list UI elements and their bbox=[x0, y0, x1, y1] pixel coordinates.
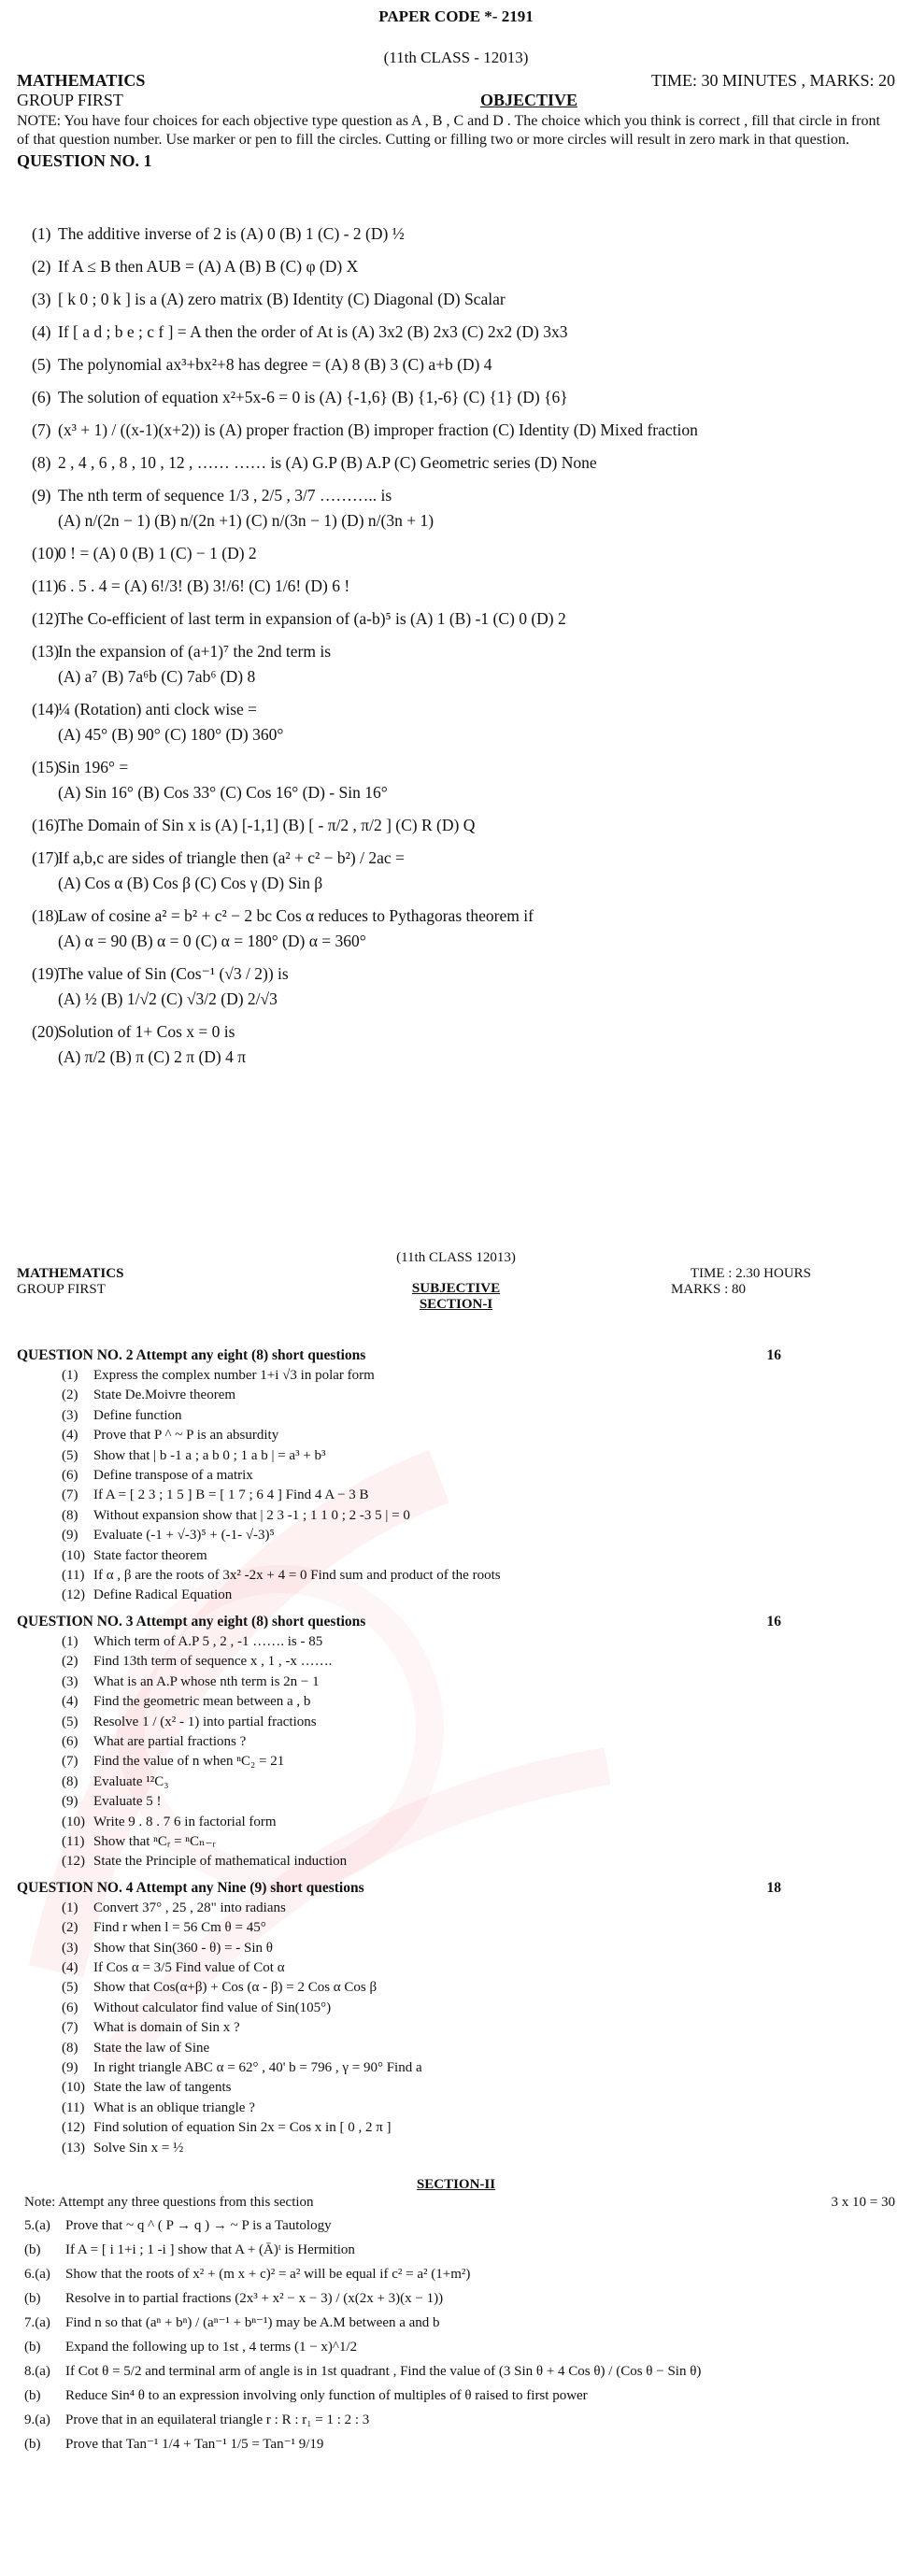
subjective-time: TIME : 2.30 HOURS bbox=[690, 1266, 811, 1281]
question-text: Show that the roots of x² + (m x + c)² = a² will be equal if c² = a² (1+m²) bbox=[65, 2267, 471, 2283]
short-question-item bbox=[0, 2079, 912, 2096]
objective-note: NOTE: You have four choices for each objective type question as A , B , C and D . The choice which you think is correct , fill that circle in front of that question number. Use marker or pen to fill the circles. Cutting or filling two or more circles will result in zero mark in that question. bbox=[17, 113, 880, 148]
question-number: (8) bbox=[32, 453, 51, 472]
short-question-item bbox=[0, 1940, 912, 1957]
question-4-heading bbox=[0, 1880, 912, 1897]
question-text: Show that Cos(α+β) + Cos (α - β) = 2 Cos α Cos β bbox=[93, 1980, 378, 1996]
class-line: (11th CLASS - 12013) bbox=[383, 49, 529, 66]
question-number: 5.(a) bbox=[24, 2218, 50, 2234]
short-question-item bbox=[0, 2059, 912, 2076]
short-question-item bbox=[0, 1487, 912, 1503]
objective-item bbox=[0, 257, 912, 277]
question-number: (5) bbox=[62, 1714, 78, 1729]
question-number: (6) bbox=[62, 1733, 78, 1749]
question-text: Prove that in an equilateral triangle r : R : r₁ = 1 : 2 : 3 bbox=[65, 2412, 370, 2428]
question-text: Find r when l = 56 Cm θ = 45° bbox=[93, 1920, 266, 1936]
short-question-item bbox=[0, 1693, 912, 1710]
subject-title: MATHEMATICS bbox=[17, 71, 146, 90]
question-text: Express the complex number 1+i √3 in polar form bbox=[93, 1368, 375, 1383]
question-number: (10) bbox=[62, 1814, 85, 1829]
question-number: (7) bbox=[62, 1487, 78, 1503]
short-question-item bbox=[0, 2019, 912, 2036]
long-question-item bbox=[0, 2338, 912, 2356]
question-number: (1) bbox=[62, 1900, 78, 1915]
question-number: (13) bbox=[62, 2140, 85, 2156]
question-text: 6 . 5 . 4 = (A) 6!/3! (B) 3!/6! (C) 1/6! (D) 6 ! bbox=[58, 576, 350, 595]
subjective-class-line: (11th CLASS 12013) bbox=[396, 1250, 516, 1265]
question-number: (3) bbox=[62, 1407, 78, 1423]
question-number: (9) bbox=[32, 486, 51, 505]
question-text: In right triangle ABC α = 62° , 40' b = 796 , γ = 90° Find a bbox=[93, 2060, 422, 2075]
spacer bbox=[0, 1871, 912, 1878]
question-number: (1) bbox=[62, 1368, 78, 1383]
question-text: The nth term of sequence 1/3 , 2/5 , 3/7 ……….. is bbox=[58, 486, 392, 505]
question-text: Sin 196° = bbox=[58, 758, 129, 776]
question-text: Prove that P ^ ~ P is an absurdity bbox=[93, 1428, 279, 1444]
question-number: (2) bbox=[62, 1920, 78, 1936]
question-1-heading: QUESTION NO. 1 bbox=[17, 151, 152, 170]
question-text: State factor theorem bbox=[93, 1547, 207, 1563]
question-text: (A) a⁷ (B) 7a⁶b (C) 7ab⁶ (D) 8 bbox=[58, 667, 256, 686]
question-number: (b) bbox=[24, 2340, 41, 2355]
short-question-item bbox=[0, 1407, 912, 1424]
question-number: (b) bbox=[24, 2291, 41, 2307]
question-text: State De.Moivre theorem bbox=[93, 1388, 236, 1403]
short-question-item bbox=[0, 1673, 912, 1690]
question-number: (1) bbox=[32, 224, 51, 243]
subjective-marks: MARKS : 80 bbox=[670, 1282, 746, 1297]
objective-item bbox=[0, 906, 912, 926]
question-number: (2) bbox=[32, 257, 51, 276]
question-text: Find solution of equation Sin 2x = Cos x in [ 0 , 2 π ] bbox=[93, 2120, 392, 2136]
question-number: (10) bbox=[62, 2080, 85, 2096]
question-text: State the law of Sine bbox=[93, 2040, 210, 2056]
question-text: If [ a d ; b e ; c f ] = A then the order of At is (A) 3x2 (B) 2x3 (C) 2x2 (D) 3x3 bbox=[58, 322, 568, 341]
question-text: Solution of 1+ Cos x = 0 is bbox=[58, 1022, 235, 1041]
objective-item bbox=[0, 964, 912, 984]
objective-item bbox=[0, 1022, 912, 1042]
question-text: The additive inverse of 2 is (A) 0 (B) 1 (C) - 2 (D) ½ bbox=[58, 224, 405, 243]
question-number bbox=[0, 783, 58, 803]
question-text: Find n so that (aⁿ + bⁿ) / (aⁿ⁻¹ + bⁿ⁻¹) may be A.M between a and b bbox=[65, 2315, 440, 2331]
question-text: Show that Sin(360 - θ) = - Sin θ bbox=[93, 1940, 273, 1956]
question-number: (b) bbox=[24, 2388, 41, 2404]
question-text: (A) α = 90 (B) α = 0 (C) α = 180° (D) α = 360° bbox=[58, 932, 366, 950]
objective-item bbox=[0, 609, 912, 629]
question-text: Resolve 1 / (x² - 1) into partial fractions bbox=[93, 1714, 317, 1729]
question-number: (11) bbox=[62, 1833, 85, 1849]
question-number: (14) bbox=[32, 700, 60, 719]
time-marks: TIME: 30 MINUTES , MARKS: 20 bbox=[650, 71, 895, 90]
question-text: What is an oblique triangle ? bbox=[93, 2099, 255, 2115]
question-number bbox=[0, 511, 58, 531]
question-number: (8) bbox=[62, 2040, 78, 2056]
subjective-group: GROUP FIRST bbox=[17, 1282, 106, 1297]
question-number: (3) bbox=[62, 1673, 78, 1689]
short-question-item bbox=[0, 1367, 912, 1384]
short-question-item bbox=[0, 1853, 912, 1870]
short-question-item bbox=[0, 1567, 912, 1584]
objective-item bbox=[0, 700, 912, 719]
question-text: Write 9 . 8 . 7 6 in factorial form bbox=[93, 1814, 277, 1829]
question-number: (b) bbox=[24, 2242, 41, 2258]
question-number bbox=[0, 1047, 58, 1067]
section-1-title: SECTION-I bbox=[419, 1297, 493, 1312]
note-marks: 3 x 10 = 30 bbox=[831, 2195, 895, 2211]
question-text: If Cos α = 3/5 Find value of Cot α bbox=[93, 1959, 285, 1975]
question-number: (5) bbox=[62, 1447, 78, 1463]
short-question-item bbox=[0, 1633, 912, 1650]
question-number: (4) bbox=[32, 322, 51, 341]
objective-question-list bbox=[0, 224, 912, 1067]
question-number bbox=[0, 725, 58, 745]
objective-item bbox=[0, 224, 912, 244]
question-text: In the expansion of (a+1)⁷ the 2nd term is bbox=[58, 642, 332, 661]
question-number: (5) bbox=[32, 355, 51, 374]
long-question-item bbox=[0, 2313, 912, 2332]
question-text: (x³ + 1) / ((x-1)(x+2)) is (A) proper fraction (B) improper fraction (C) Identity (D) Mixed fraction bbox=[58, 420, 698, 439]
objective-item bbox=[0, 388, 912, 407]
note-text: Note: Attempt any three questions from this section bbox=[24, 2195, 314, 2211]
long-question-item bbox=[0, 2216, 912, 2235]
section-2-title: SECTION-II bbox=[416, 2177, 496, 2193]
question-text: If A = [ i 1+i ; 1 -i ] show that A + (Ā)ᵗ is Hermition bbox=[65, 2242, 355, 2258]
question-number: (9) bbox=[62, 1528, 78, 1544]
subjective-subject: MATHEMATICS bbox=[17, 1266, 124, 1281]
question-number: (6) bbox=[32, 388, 51, 406]
question-number: (6) bbox=[62, 1468, 78, 1484]
question-heading: QUESTION NO. 2 Attempt any eight (8) short questions bbox=[17, 1347, 366, 1363]
question-text: (A) 45° (B) 90° (C) 180° (D) 360° bbox=[58, 725, 284, 744]
question-text: What is an A.P whose nth term is 2n − 1 bbox=[93, 1673, 320, 1689]
question-text: Resolve in to partial fractions (2x³ + x² − x − 3) / (x(2x + 3)(x − 1)) bbox=[65, 2291, 444, 2307]
question-number: (11) bbox=[62, 1568, 85, 1584]
question-text: State the Principle of mathematical induction bbox=[93, 1854, 348, 1870]
question-text: The Co-efficient of last term in expansion of (a-b)⁵ is (A) 1 (B) -1 (C) 0 (D) 2 bbox=[58, 609, 566, 628]
question-number: 9.(a) bbox=[24, 2412, 50, 2428]
subjective-question-list bbox=[0, 1345, 912, 2454]
short-question-item bbox=[0, 2040, 912, 2057]
question-text: State the law of tangents bbox=[93, 2080, 232, 2096]
objective-item bbox=[0, 355, 912, 375]
short-question-item bbox=[0, 1714, 912, 1730]
question-text: Prove that Tan⁻¹ 1/4 + Tan⁻¹ 1/5 = Tan⁻¹ 9/19 bbox=[65, 2437, 324, 2453]
question-text: Prove that ~ q ^ ( P → q ) → ~ P is a Tautology bbox=[65, 2218, 332, 2234]
short-question-item bbox=[0, 1814, 912, 1830]
objective-item bbox=[0, 576, 912, 596]
question-text: The polynomial ax³+bx²+8 has degree = (A) 8 (B) 3 (C) a+b (D) 4 bbox=[58, 355, 492, 374]
question-number: (6) bbox=[62, 2000, 78, 2015]
question-text: Define Radical Equation bbox=[93, 1587, 233, 1603]
long-question-item bbox=[0, 2411, 912, 2429]
short-question-item bbox=[0, 2099, 912, 2116]
question-text: Define transpose of a matrix bbox=[93, 1468, 253, 1484]
question-number: (12) bbox=[62, 2120, 85, 2136]
question-text: Solve Sin x = ½ bbox=[93, 2140, 184, 2156]
question-text: (A) π/2 (B) π (C) 2 π (D) 4 π bbox=[58, 1047, 247, 1066]
short-question-item bbox=[0, 1387, 912, 1403]
objective-item bbox=[0, 642, 912, 662]
question-text: Expand the following up to 1st , 4 terms (1 − x)^1/2 bbox=[65, 2340, 358, 2355]
question-text: Define function bbox=[93, 1407, 182, 1423]
question-number: (3) bbox=[62, 1940, 78, 1956]
short-question-item bbox=[0, 1773, 912, 1790]
question-marks: 16 bbox=[766, 1613, 781, 1630]
question-number: 6.(a) bbox=[24, 2267, 50, 2283]
question-number: (5) bbox=[62, 1980, 78, 1996]
long-question-item bbox=[0, 2435, 912, 2454]
question-number: (10) bbox=[62, 1547, 85, 1563]
short-question-item bbox=[0, 1527, 912, 1544]
short-question-item bbox=[0, 1507, 912, 1524]
question-number: 8.(a) bbox=[24, 2364, 50, 2380]
question-text: Show that | b -1 a ; a b 0 ; 1 a b | = a³ + b³ bbox=[93, 1447, 326, 1463]
question-text: Find the value of n when ⁿC₂ = 21 bbox=[93, 1754, 285, 1770]
question-number: (8) bbox=[62, 1773, 78, 1789]
objective-item bbox=[0, 667, 912, 687]
question-text: Without expansion show that | 2 3 -1 ; 1 1 0 ; 2 -3 5 | = 0 bbox=[93, 1507, 410, 1523]
objective-item bbox=[0, 420, 912, 440]
section-objective: OBJECTIVE bbox=[479, 91, 577, 109]
question-number: (12) bbox=[62, 1587, 85, 1603]
objective-item bbox=[0, 1047, 912, 1067]
question-text: If a,b,c are sides of triangle then (a² + c² − b²) / 2ac = bbox=[58, 848, 405, 867]
short-question-item bbox=[0, 1733, 912, 1750]
question-text: If α , β are the roots of 3x² -2x + 4 = 0 Find sum and product of the roots bbox=[93, 1568, 501, 1584]
short-question-item bbox=[0, 1427, 912, 1444]
question-number: (18) bbox=[32, 906, 60, 925]
question-text: ¼ (Rotation) anti clock wise = bbox=[58, 700, 258, 719]
question-text: Find the geometric mean between a , b bbox=[93, 1694, 311, 1710]
objective-item bbox=[0, 486, 912, 505]
question-number: (15) bbox=[32, 758, 60, 776]
question-number: (2) bbox=[62, 1388, 78, 1403]
short-question-item bbox=[0, 1900, 912, 1916]
objective-item bbox=[0, 290, 912, 309]
question-number: (b) bbox=[24, 2437, 41, 2453]
question-number: 7.(a) bbox=[24, 2315, 50, 2331]
objective-item bbox=[0, 511, 912, 531]
question-number: (4) bbox=[62, 1428, 78, 1444]
long-question-item bbox=[0, 2386, 912, 2405]
question-text: Convert 37° , 25 , 28" into radians bbox=[93, 1900, 286, 1915]
question-heading: QUESTION NO. 4 Attempt any Nine (9) short questions bbox=[17, 1879, 364, 1896]
objective-item bbox=[0, 725, 912, 745]
question-text: Without calculator find value of Sin(105°) bbox=[93, 2000, 332, 2015]
objective-item bbox=[0, 932, 912, 951]
objective-item bbox=[0, 874, 912, 893]
short-question-item bbox=[0, 1793, 912, 1810]
short-question-item bbox=[0, 1447, 912, 1464]
question-number: (17) bbox=[32, 848, 60, 867]
question-number: (11) bbox=[62, 2099, 85, 2115]
short-question-item bbox=[0, 2119, 912, 2136]
question-text: Law of cosine a² = b² + c² − 2 bc Cos α reduces to Pythagoras theorem if bbox=[58, 906, 534, 925]
long-question-item bbox=[0, 2362, 912, 2381]
question-number: (20) bbox=[32, 1022, 60, 1041]
question-text: Which term of A.P 5 , 2 , -1 ……. is - 85 bbox=[93, 1633, 323, 1649]
question-number: (13) bbox=[32, 642, 60, 661]
question-text: (A) ½ (B) 1/√2 (C) √3/2 (D) 2/√3 bbox=[58, 989, 278, 1008]
question-number: (3) bbox=[32, 290, 51, 308]
question-3-heading bbox=[0, 1614, 912, 1630]
question-number: (7) bbox=[62, 2020, 78, 2036]
question-text: The solution of equation x²+5x-6 = 0 is (A) {-1,6} (B) {1,-6} (C) {1} (D) {6} bbox=[58, 388, 568, 406]
question-text: If A ≤ B then AUB = (A) A (B) B (C) φ (D) X bbox=[58, 257, 359, 276]
objective-item bbox=[0, 783, 912, 803]
long-question-item bbox=[0, 2265, 912, 2284]
question-text: (A) Sin 16° (B) Cos 33° (C) Cos 16° (D) - Sin 16° bbox=[58, 783, 388, 802]
spacer bbox=[0, 2156, 912, 2164]
question-text: Show that ⁿCᵣ = ⁿCₙ₋ᵣ bbox=[93, 1833, 216, 1849]
question-number: (10) bbox=[32, 544, 60, 562]
question-number: (12) bbox=[62, 1854, 85, 1870]
question-text: Find 13th term of sequence x , 1 , -x ……. bbox=[93, 1654, 333, 1670]
question-number: (19) bbox=[32, 964, 60, 983]
question-text: The value of Sin (Cos⁻¹ (√3 / 2)) is bbox=[58, 964, 289, 983]
objective-header bbox=[0, 7, 912, 171]
question-text: (A) n/(2n − 1) (B) n/(2n +1) (C) n/(3n − 1) (D) n/(3n + 1) bbox=[58, 511, 435, 530]
short-question-item bbox=[0, 1467, 912, 1484]
question-text: (A) Cos α (B) Cos β (C) Cos γ (D) Sin β bbox=[58, 874, 323, 892]
question-number: (12) bbox=[32, 609, 60, 628]
question-number: (4) bbox=[62, 1959, 78, 1975]
question-marks: 18 bbox=[766, 1879, 781, 1896]
question-number: (2) bbox=[62, 1654, 78, 1670]
question-2-heading bbox=[0, 1347, 912, 1364]
question-text: If A = [ 2 3 ; 1 5 ] B = [ 1 7 ; 6 4 ] Find 4 A − 3 B bbox=[93, 1487, 369, 1503]
short-question-item bbox=[0, 1979, 912, 1996]
question-number bbox=[0, 932, 58, 951]
question-number bbox=[0, 874, 58, 893]
question-text: [ k 0 ; 0 k ] is a (A) zero matrix (B) Identity (C) Diagonal (D) Scalar bbox=[58, 290, 506, 308]
subjective-title: SUBJECTIVE bbox=[411, 1281, 501, 1296]
short-question-item bbox=[0, 1959, 912, 1976]
long-question-item bbox=[0, 2289, 912, 2308]
objective-item bbox=[0, 758, 912, 777]
short-question-item bbox=[0, 1587, 912, 1603]
question-text: What are partial fractions ? bbox=[93, 1733, 247, 1749]
question-text: Evaluate (-1 + √-3)⁵ + (-1- √-3)⁵ bbox=[93, 1528, 275, 1544]
question-text: The Domain of Sin x is (A) [-1,1] (B) [ - π/2 , π/2 ] (C) R (D) Q bbox=[58, 816, 476, 834]
question-text: Reduce Sin⁴ θ to an expression involving only function of multiples of θ raised to first power bbox=[65, 2388, 588, 2404]
question-number: (16) bbox=[32, 816, 60, 834]
question-text: 2 , 4 , 6 , 8 , 10 , 12 , …… …… is (A) G.P (B) A.P (C) Geometric series (D) None bbox=[58, 453, 597, 472]
question-number: (11) bbox=[32, 576, 59, 595]
objective-item bbox=[0, 816, 912, 835]
question-number bbox=[0, 989, 58, 1009]
objective-item bbox=[0, 453, 912, 473]
section-2-note bbox=[0, 2195, 912, 2211]
question-number: (9) bbox=[62, 1794, 78, 1810]
question-number: (1) bbox=[62, 1633, 78, 1649]
question-number: (7) bbox=[62, 1754, 78, 1770]
short-question-item bbox=[0, 1753, 912, 1770]
objective-item bbox=[0, 544, 912, 563]
short-question-item bbox=[0, 1653, 912, 1670]
question-number: (8) bbox=[62, 1507, 78, 1523]
long-question-item bbox=[0, 2241, 912, 2259]
question-number bbox=[0, 667, 58, 687]
question-text: Evaluate ¹²C₃ bbox=[93, 1773, 169, 1789]
question-number: (4) bbox=[62, 1694, 78, 1710]
short-question-item bbox=[0, 2000, 912, 2016]
group-label: GROUP FIRST bbox=[17, 91, 123, 109]
short-question-item bbox=[0, 1547, 912, 1564]
short-question-item bbox=[0, 1919, 912, 1936]
question-number: (7) bbox=[32, 420, 51, 439]
subjective-header bbox=[0, 1250, 912, 1313]
objective-item bbox=[0, 989, 912, 1009]
objective-item bbox=[0, 848, 912, 868]
short-question-item bbox=[0, 1833, 912, 1850]
question-heading: QUESTION NO. 3 Attempt any eight (8) short questions bbox=[17, 1613, 366, 1630]
short-question-item bbox=[0, 2140, 912, 2156]
spacer bbox=[0, 1604, 912, 1612]
objective-item bbox=[0, 322, 912, 342]
paper-code: PAPER CODE *- 2191 bbox=[378, 7, 534, 25]
question-text: If Cot θ = 5/2 and terminal arm of angle is in 1st quadrant , Find the value of (3 Sin θ + 4 Cos θ) / (Cos θ − Sin θ) bbox=[65, 2364, 702, 2380]
question-text: What is domain of Sin x ? bbox=[93, 2020, 240, 2036]
question-marks: 16 bbox=[766, 1347, 781, 1363]
question-text: 0 ! = (A) 0 (B) 1 (C) − 1 (D) 2 bbox=[58, 544, 257, 562]
question-text: Evaluate 5 ! bbox=[93, 1794, 162, 1810]
question-number: (9) bbox=[62, 2060, 78, 2075]
